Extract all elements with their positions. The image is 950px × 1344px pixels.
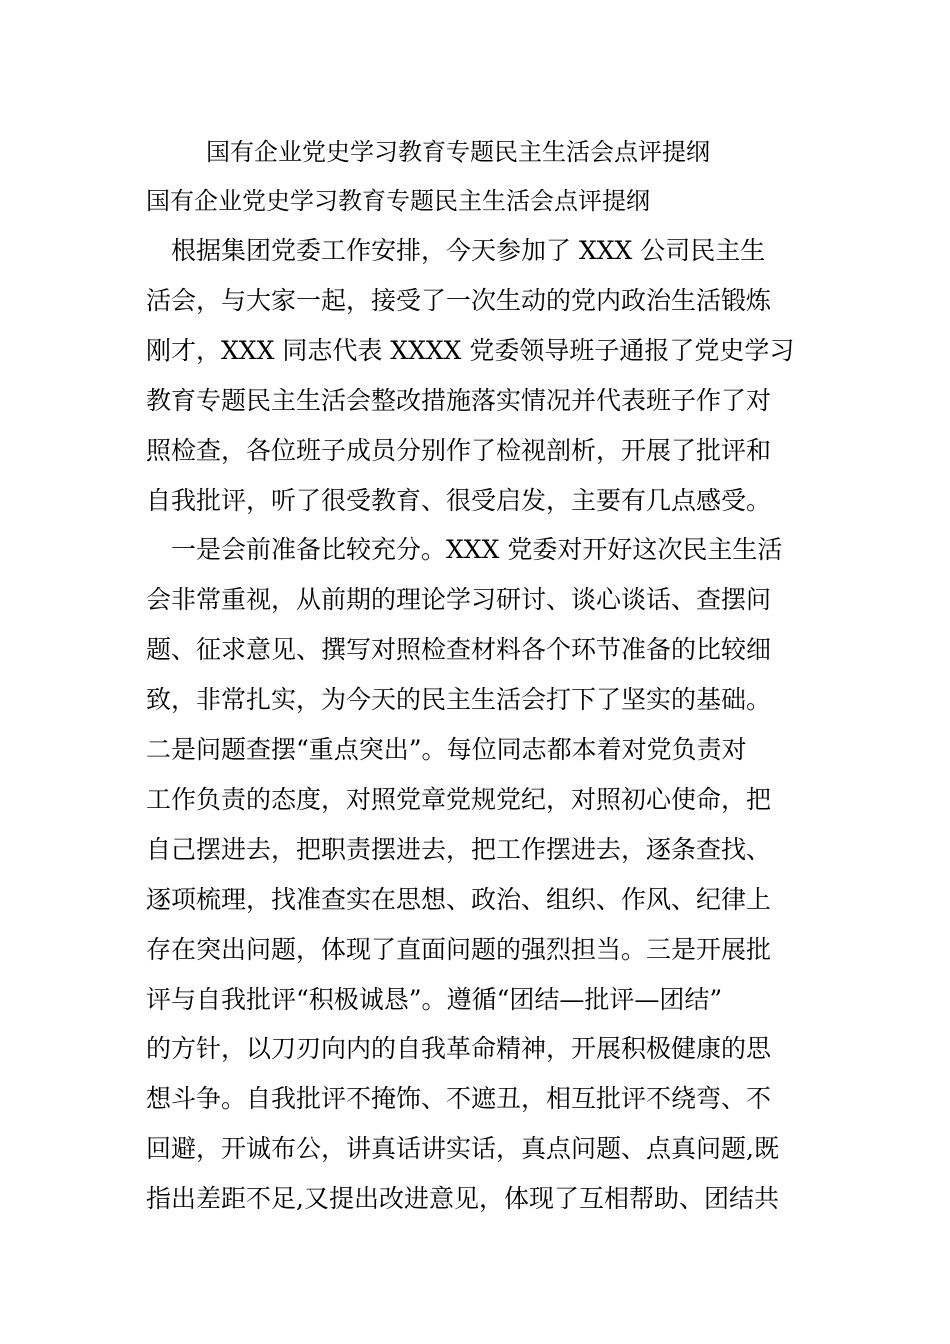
body-line: 教育专题民主生活会整改措施落实情况并代表班子作了对 (146, 386, 772, 415)
body-line: 自己摆进去，把职责摆进去，把工作摆进去，逐条查找、 (146, 835, 772, 864)
body-line: 照检查，各位班子成员分别作了检视剖析，开展了批评和 (146, 436, 772, 465)
body-line: 指出差距不足,又提出改进意见，体现了互相帮助、团结共 (146, 1184, 779, 1213)
body-line: 根据集团党委工作安排，今天参加了 XXX 公司民主生 (146, 236, 766, 265)
body-line: 致，非常扎实，为今天的民主生活会打下了坚实的基础。 (146, 685, 772, 714)
body-line: 评与自我批评“积极诚恳”。遵循“团结—批评—团结” (146, 985, 723, 1014)
body-line: 的方针，以刀刃向内的自我革命精神，开展积极健康的思 (146, 1034, 772, 1063)
body-line: 活会，与大家一起，接受了一次生动的党内政治生活锻炼 (146, 286, 772, 315)
document-title: 国有企业党史学习教育专题民主生活会点评提纲 (206, 138, 710, 166)
body-line: 刚才，XXX 同志代表 XXXX 党委领导班子通报了党史学习 (146, 336, 795, 365)
body-line: 题、征求意见、撰写对照检查材料各个环节准备的比较细 (146, 635, 772, 664)
body-line: 逐项梳理，找准查实在思想、政治、组织、作风、纪律上 (146, 885, 772, 914)
body-line: 一是会前准备比较充分。XXX 党委对开好这次民主生活 (146, 535, 783, 564)
body-line: 二是问题查摆“重点突出”。每位同志都本着对党负责对 (146, 735, 747, 764)
body-line: 工作负责的态度，对照党章党规党纪，对照初心使命，把 (146, 785, 772, 814)
body-line: 想斗争。自我批评不掩饰、不遮丑，相互批评不绕弯、不 (146, 1084, 772, 1113)
body-line: 回避，开诚布公，讲真话讲实话，真点问题、点真问题,既 (146, 1134, 779, 1163)
body-line: 会非常重视，从前期的理论学习研讨、谈心谈话、查摆问 (146, 585, 772, 614)
body-line: 存在突出问题，体现了直面问题的强烈担当。三是开展批 (146, 935, 772, 964)
body-line: 自我批评，听了很受教育、很受启发，主要有几点感受。 (146, 486, 772, 515)
document-subtitle: 国有企业党史学习教育专题民主生活会点评提纲 (146, 187, 650, 215)
